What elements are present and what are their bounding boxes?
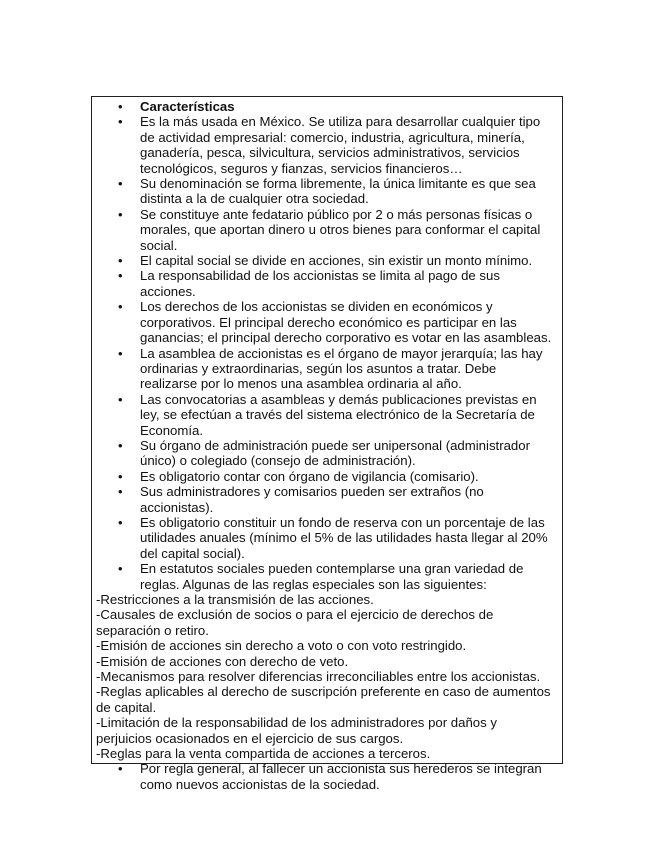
dash-item: -Reglas aplicables al derecho de suscripción preferente en caso de aumentos de capital. (96, 684, 551, 715)
dash-item: -Emisión de acciones con derecho de veto. (96, 653, 349, 669)
bullet-icon: • (118, 484, 123, 500)
list-item-text: Es obligatorio constituir un fondo de reserva con un porcentaje de las utilidades anuales (mínimo el 5% de las utilidades hasta llegar al 20% del capital social). (140, 514, 548, 561)
bullet-icon: • (118, 561, 123, 577)
bullet-list-bottom (96, 761, 556, 792)
dash-item: -Causales de exclusión de socios o para el ejercicio de derechos de separación o retiro. (96, 607, 494, 638)
list-item (96, 484, 556, 515)
list-item-text: Sus administradores y comisarios pueden ser extraños (no accionistas). (140, 484, 484, 515)
dash-item: -Emisión de acciones sin derecho a voto o con voto restringido. (96, 638, 467, 654)
list-item (96, 438, 556, 469)
list-item (96, 253, 556, 268)
bullet-icon: • (118, 345, 123, 361)
list-item (96, 469, 556, 484)
list-item-text: En estatutos sociales pueden contemplarse una gran variedad de reglas. Algunas de las reglas especiales son las siguientes: (140, 561, 524, 592)
dash-item: -Limitación de la responsabilidad de los administradores por daños y perjuicios ocasionados en el ejercicio de sus cargos. (96, 715, 497, 746)
bullet-icon: • (118, 514, 123, 530)
list-item-text: Es la más usada en México. Se utiliza para desarrollar cualquier tipo de actividad empresarial: comercio, industria, agricultura, minería, ganadería, pesca, silvicultura, servicios administrativos, servicios tecnológicos, seguros y fianzas, servicios financieros… (140, 114, 541, 176)
bullet-icon: • (118, 114, 123, 130)
list-item-text: Su órgano de administración puede ser unipersonal (administrador único) o colegiado (consejo de administración). (140, 437, 530, 469)
dash-item: -Reglas para la venta compartida de acciones a terceros. (96, 746, 431, 762)
section-heading: Características (140, 99, 235, 114)
bullet-icon: • (118, 99, 123, 114)
list-item-text: El capital social se divide en acciones, sin existir un monto mínimo. (140, 253, 533, 269)
bullet-icon: • (118, 299, 123, 315)
list-item-text: Su denominación se forma libremente, la única limitante es que sea distinta a la de cualquier otra sociedad. (140, 176, 536, 207)
list-item-text: Los derechos de los accionistas se dividen en económicos y corporativos. El principal derecho económico es participar en las ganancias; el principal derecho corporativo es votar en las asambleas. (140, 299, 552, 346)
list-item-heading (96, 99, 556, 114)
list-item (96, 268, 556, 299)
list-item (96, 207, 556, 253)
list-item (96, 515, 556, 561)
list-item-text: Las convocatorias a asambleas y demás publicaciones previstas en ley, se efectúan a través del sistema electrónico de la Secretaría de Economía. (140, 391, 537, 438)
list-item (96, 176, 556, 207)
list-item (96, 114, 556, 176)
bullet-icon: • (118, 206, 123, 222)
bullet-icon: • (118, 253, 123, 269)
list-item (96, 299, 556, 345)
list-item (96, 761, 556, 792)
bullet-icon: • (118, 391, 123, 407)
bullet-icon: • (118, 437, 123, 453)
bullet-icon: • (118, 468, 123, 484)
list-item (96, 561, 556, 592)
bullet-icon: • (118, 761, 123, 777)
special-rules-list (96, 592, 556, 761)
list-item-text: La responsabilidad de los accionistas se limita al pago de sus acciones. (140, 268, 500, 299)
bullet-icon: • (118, 176, 123, 192)
bullet-icon: • (118, 268, 123, 284)
list-item-text: Por regla general, al fallecer un accionista sus herederos se integran como nuevos accionistas de la sociedad. (140, 761, 542, 792)
list-item-text: Es obligatorio contar con órgano de vigilancia (comisario). (140, 468, 479, 484)
bullet-list-top (96, 99, 556, 592)
list-item (96, 346, 556, 392)
list-item-text: La asamblea de accionistas es el órgano de mayor jerarquía; las hay ordinarias y extraordinarias, según los asuntos a tratar. Debe realizarse por lo menos una asamblea ordinaria al año. (140, 345, 543, 392)
dash-item: -Mecanismos para resolver diferencias irreconciliables entre los accionistas. (96, 669, 541, 685)
dash-item: -Restricciones a la transmisión de las acciones. (96, 592, 374, 607)
list-item-text: Se constituye ante fedatario público por 2 o más personas físicas o morales, que aportan dinero u otros bienes para conformar el capital social. (140, 206, 541, 253)
list-item (96, 392, 556, 438)
document-box (91, 96, 563, 792)
